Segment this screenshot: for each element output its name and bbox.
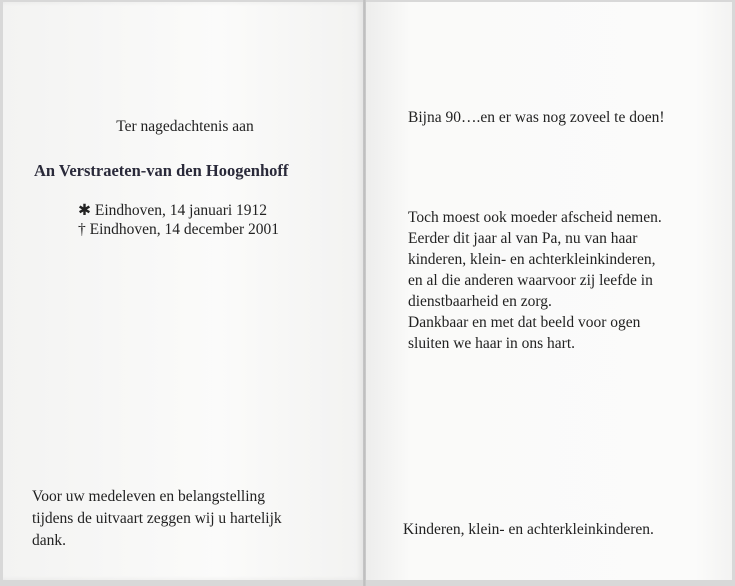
opening-line: Bijna 90….en er was nog zoveel te doen! bbox=[408, 109, 665, 126]
thanks-line: tijdens de uitvaart zeggen wij u hartelijk bbox=[32, 510, 282, 527]
death-line: † Eindhoven, 14 december 2001 bbox=[78, 221, 280, 238]
birth-line: ✱ Eindhoven, 14 januari 1912 bbox=[78, 202, 268, 219]
poem-line: en al die anderen waarvoor zij leefde in bbox=[408, 272, 653, 289]
life-dates bbox=[78, 201, 279, 239]
signature-line: Kinderen, klein- en achterkleinkinderen. bbox=[403, 521, 654, 538]
poem-line: Dankbaar en met dat beeld voor ogen bbox=[408, 314, 641, 331]
poem-line: Toch moest ook moeder afscheid nemen. bbox=[408, 209, 662, 226]
intro-text: Ter nagedachtenis aan bbox=[116, 118, 254, 135]
deceased-name: An Verstraeten-van den Hoogenhoff bbox=[34, 161, 289, 180]
thanks-line: dank. bbox=[32, 532, 67, 549]
poem-line: dienstbaarheid en zorg. bbox=[408, 293, 552, 310]
thanks-text bbox=[32, 486, 282, 552]
poem-line: sluiten we haar in ons hart. bbox=[408, 335, 576, 352]
poem-text bbox=[408, 207, 662, 354]
poem-line: Eerder dit jaar al van Pa, nu van haar bbox=[408, 230, 638, 247]
thanks-line: Voor uw medeleven en belangstelling bbox=[32, 488, 266, 505]
poem-line: kinderen, klein- en achterkleinkinderen, bbox=[408, 251, 656, 268]
